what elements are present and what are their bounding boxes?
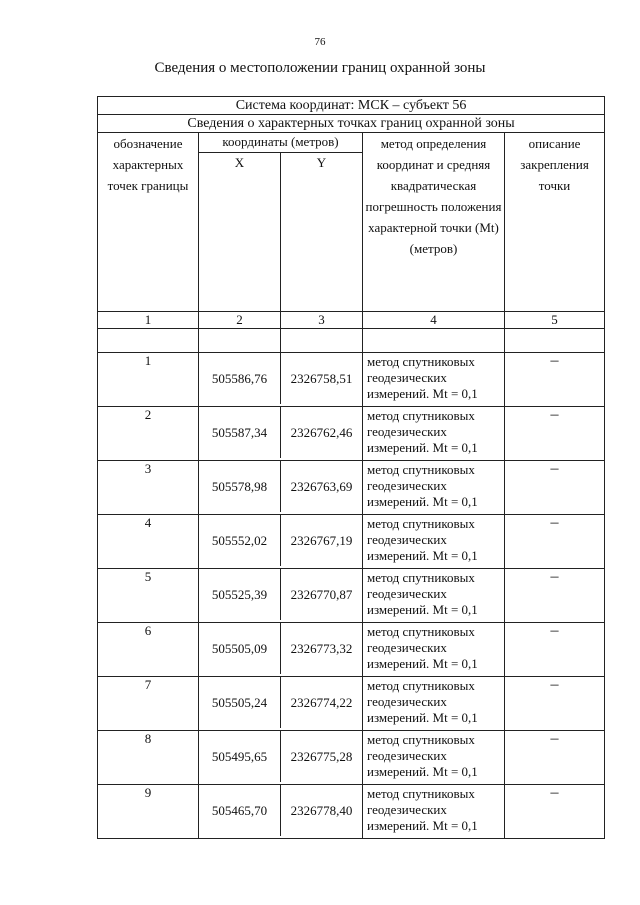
coordinates-cell (199, 785, 363, 839)
method-text: метод спутниковых геодезических измерений. Mt = 0,1 (363, 731, 505, 785)
column-header-point: обозначение характерных точек границы (98, 133, 199, 312)
column-number: 4 (363, 312, 505, 329)
column-header-method: метод определения координат и средняя квадратическая погрешность положения характерной точки (Mt) (метров) (363, 133, 505, 312)
table-row (98, 569, 605, 623)
description-text: – (505, 731, 605, 785)
coordinate-system-label: Система координат: МСК – субъект 56 (98, 97, 605, 115)
column-number: 1 (98, 312, 199, 329)
description-text: – (505, 461, 605, 515)
point-number: 6 (98, 623, 199, 677)
method-text: метод спутниковых геодезических измерений. Mt = 0,1 (363, 407, 505, 461)
coordinates-cell (199, 407, 363, 461)
coord-y: 2326770,87 (280, 569, 362, 620)
coord-x: 505495,65 (211, 748, 268, 764)
method-text: метод спутниковых геодезических измерений. Mt = 0,1 (363, 623, 505, 677)
table-row (98, 677, 605, 731)
table-row (98, 515, 605, 569)
point-number: 7 (98, 677, 199, 731)
method-text: метод спутниковых геодезических измерений. Mt = 0,1 (363, 515, 505, 569)
column-header-y: Y (280, 153, 362, 311)
point-number: 4 (98, 515, 199, 569)
point-number: 3 (98, 461, 199, 515)
coord-x: 505587,34 (211, 424, 268, 440)
column-header-description: описание закрепления точки (505, 133, 605, 312)
method-text: метод спутниковых геодезических измерений. Mt = 0,1 (363, 461, 505, 515)
description-text: – (505, 677, 605, 731)
method-text: метод спутниковых геодезических измерений. Mt = 0,1 (363, 785, 505, 839)
coord-x: 505525,39 (211, 586, 268, 602)
coordinates-cell (199, 623, 363, 677)
column-number: 5 (505, 312, 605, 329)
column-header-coordinates (199, 133, 363, 312)
document-title: Сведения о местоположении границ охранной зоны (154, 60, 486, 76)
coordinates-cell (199, 569, 363, 623)
point-number: 1 (98, 353, 199, 407)
coord-x: 505505,09 (211, 640, 268, 656)
coord-y: 2326767,19 (280, 515, 362, 566)
point-number: 2 (98, 407, 199, 461)
coordinates-cell (199, 461, 363, 515)
coord-x: 505505,24 (211, 694, 268, 710)
point-number: 5 (98, 569, 199, 623)
coord-y: 2326762,46 (280, 407, 362, 458)
coord-y: 2326774,22 (280, 677, 362, 728)
description-text: – (505, 785, 605, 839)
table-row (98, 407, 605, 461)
description-text: – (505, 407, 605, 461)
coord-y: 2326763,69 (280, 461, 362, 512)
table-row (98, 785, 605, 839)
description-text: – (505, 353, 605, 407)
point-number: 9 (98, 785, 199, 839)
coordinates-cell (199, 353, 363, 407)
table-subtitle: Сведения о характерных точках границ охранной зоны (98, 115, 605, 133)
coord-x: 505465,70 (211, 802, 268, 818)
coordinates-cell (199, 731, 363, 785)
column-header-x: X (234, 155, 245, 170)
coordinates-table (97, 96, 605, 839)
spacer-row (98, 329, 605, 353)
column-number: 2 (236, 312, 243, 327)
description-text: – (505, 623, 605, 677)
point-number: 8 (98, 731, 199, 785)
coord-y: 2326758,51 (280, 353, 362, 404)
coord-y: 2326778,40 (280, 785, 362, 836)
coordinates-units-label: координаты (метров) (199, 133, 362, 153)
table-row (98, 461, 605, 515)
description-text: – (505, 515, 605, 569)
table-row (98, 731, 605, 785)
column-numbers-row (98, 312, 605, 329)
table-row (98, 353, 605, 407)
description-text: – (505, 569, 605, 623)
method-text: метод спутниковых геодезических измерений. Mt = 0,1 (363, 353, 505, 407)
coordinates-cell (199, 677, 363, 731)
coord-x: 505552,02 (211, 532, 268, 548)
coord-y: 2326775,28 (280, 731, 362, 782)
column-number-pair (199, 312, 363, 329)
coord-y: 2326773,32 (280, 623, 362, 674)
coordinates-cell (199, 515, 363, 569)
method-text: метод спутниковых геодезических измерений. Mt = 0,1 (363, 677, 505, 731)
method-text: метод спутниковых геодезических измерений. Mt = 0,1 (363, 569, 505, 623)
coord-x: 505586,76 (211, 370, 268, 386)
column-number: 3 (280, 312, 362, 328)
table-row (98, 623, 605, 677)
coord-x: 505578,98 (211, 478, 268, 494)
page-number: 76 (314, 36, 326, 48)
